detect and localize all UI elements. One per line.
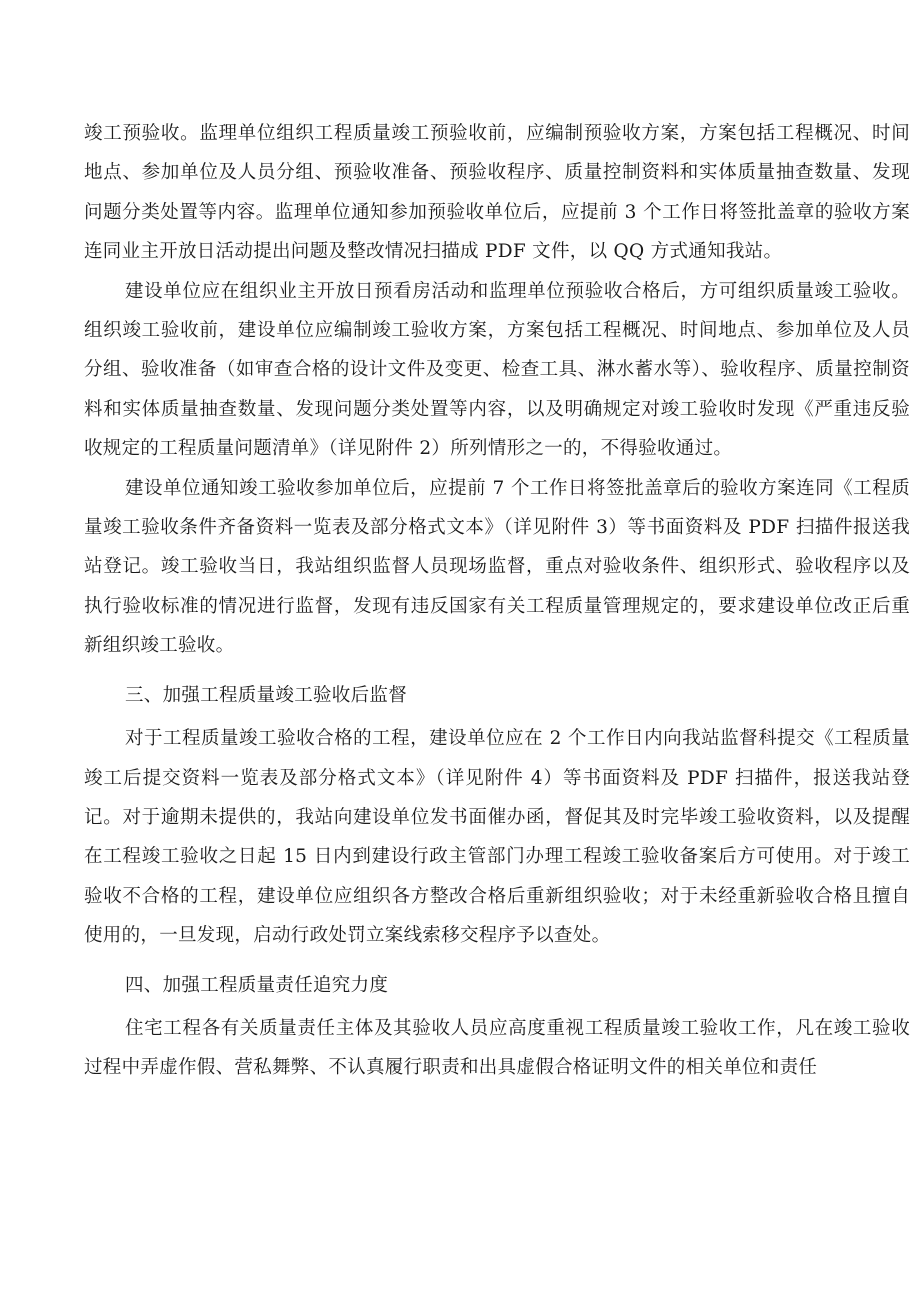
paragraph-accountability: 住宅工程各有关质量责任主体及其验收人员应高度重视工程质量竣工验收工作，凡在竣工验收过程中弄虚作假、营私舞弊、不认真履行职责和出具虚假合格证明文件的相关单位和责任: [84, 1017, 910, 1079]
paragraph-post-acceptance: 对于工程质量竣工验收合格的工程，建设单位应在 2 个工作日内向我站监督科提交《工程质量竣工后提交资料一览表及部分格式文本》（详见附件 4）等书面资料及 PDF 扫描件，报送我站登记。对于逾期未提供的，我站向建设单位发书面催办函，督促其及时完毕竣工验收资料，以及提醒在工程竣工验收之日起 15 日内到建设行政主管部门办理工程竣工验收备案后方可使用。对于竣工验收不合格的工程，建设单位应组织各方整改合格后重新组织验收；对于未经重新验收合格且擅自使用的，一旦发现，启动行政处罚立案线索移交程序予以查处。: [84, 728, 910, 947]
document-page: [84, 114, 910, 1088]
paragraph-completion-acceptance-plan: 建设单位应在组织业主开放日预看房活动和监理单位预验收合格后，方可组织质量竣工验收。组织竣工验收前，建设单位应编制竣工验收方案，方案包括工程概况、时间地点、参加单位及人员分组、验收准备（如审查合格的设计文件及变更、检查工具、淋水蓄水等）、验收程序、质量控制资料和实体质量抽查数量、发现问题分类处置等内容，以及明确规定对竣工验收时发现《严重违反验收规定的工程质量问题清单》（详见附件 2）所列情形之一的，不得验收通过。: [84, 280, 910, 460]
paragraph-acceptance-notice: 建设单位通知竣工验收参加单位后，应提前 7 个工作日将签批盖章后的验收方案连同《工程质量竣工验收条件齐备资料一览表及部分格式文本》（详见附件 3）等书面资料及 PDF 扫描件报送我站登记。竣工验收当日，我站组织监督人员现场监督，重点对验收条件、组织形式、验收程序以及执行验收标准的情况进行监督，发现有违反国家有关工程质量管理规定的，要求建设单位改正后重新组织竣工验收。: [84, 477, 910, 657]
paragraph-preacceptance: 竣工预验收。监理单位组织工程质量竣工预验收前，应编制预验收方案，方案包括工程概况、时间地点、参加单位及人员分组、预验收准备、预验收程序、质量控制资料和实体质量抽查数量、发现问题分类处置等内容。监理单位通知参加预验收单位后，应提前 3 个工作日将签批盖章的验收方案连同业主开放日活动提出问题及整改情况扫描成 PDF 文件，以 QQ 方式通知我站。: [84, 123, 910, 263]
section-heading-3: 三、加强工程质量竣工验收后监督: [125, 684, 408, 706]
section-heading-4: 四、加强工程质量责任追究力度: [125, 974, 389, 996]
